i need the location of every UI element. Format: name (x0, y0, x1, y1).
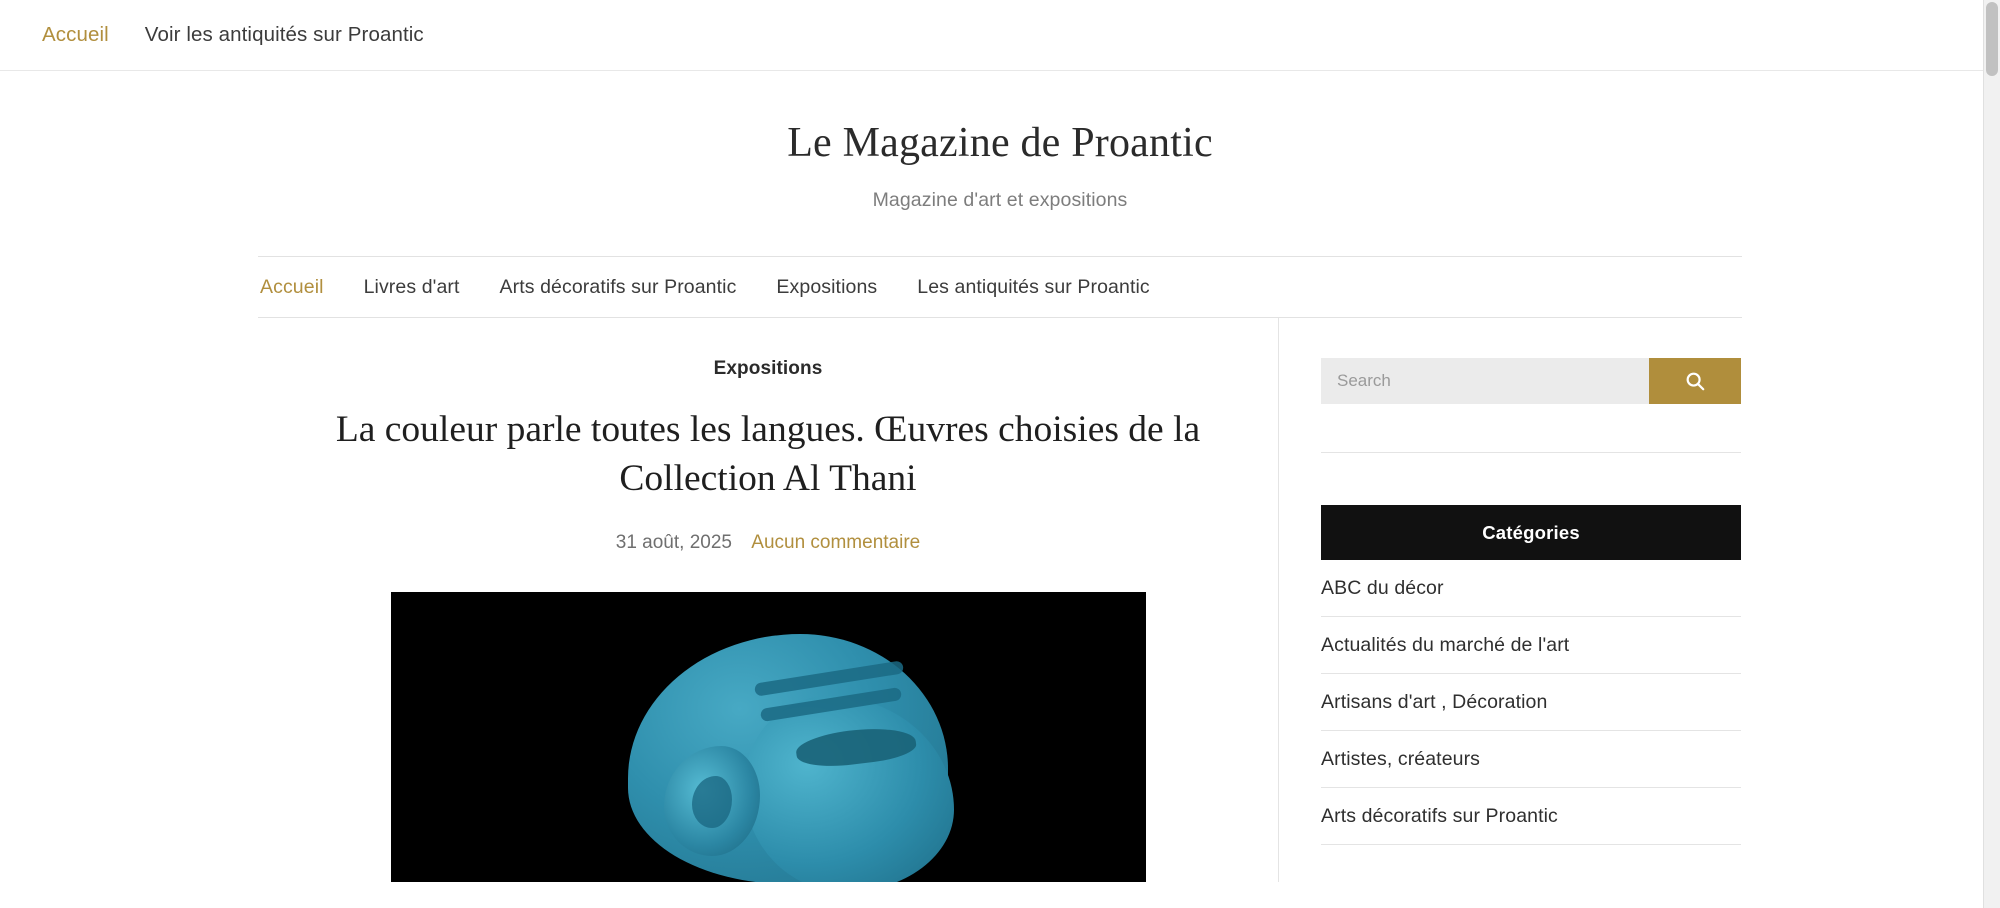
category-link-abc-du-decor[interactable]: ABC du décor (1321, 576, 1444, 599)
search-widget (1321, 358, 1741, 404)
main-navigation-list (258, 257, 1742, 317)
sidebar-divider (1321, 452, 1741, 453)
post-category[interactable]: Expositions (713, 358, 823, 379)
nav-item-arts-decoratifs[interactable]: Arts décoratifs sur Proantic (499, 275, 737, 298)
topbar-link-antiquites[interactable]: Voir les antiquités sur Proantic (144, 23, 424, 46)
search-button[interactable] (1649, 358, 1741, 404)
top-navigation-bar (0, 0, 2000, 71)
nav-item-livres-dart[interactable]: Livres d'art (363, 275, 460, 298)
content-area (258, 318, 1742, 882)
list-item[interactable] (1321, 731, 1741, 788)
site-header (0, 71, 2000, 212)
list-item[interactable] (1321, 788, 1741, 845)
nav-item-expositions[interactable]: Expositions (776, 275, 878, 298)
page-scrollbar[interactable] (1983, 0, 2000, 908)
category-link-artisans-dart[interactable]: Artisans d'art , Décoration (1321, 690, 1548, 713)
categories-widget-title: Catégories (1321, 505, 1741, 560)
site-title: Le Magazine de Proantic (787, 120, 1213, 166)
nav-item-accueil[interactable]: Accueil (260, 275, 324, 298)
sculpted-head-illustration (568, 634, 968, 882)
category-link-actualites-marche[interactable]: Actualités du marché de l'art (1321, 633, 1570, 656)
sidebar (1279, 318, 1742, 882)
search-icon (1684, 370, 1706, 392)
search-input[interactable] (1321, 358, 1649, 404)
post-date: 31 août, 2025 (615, 531, 732, 553)
post-comments-link[interactable]: Aucun commentaire (751, 531, 921, 553)
main-navigation (258, 256, 1742, 318)
post-title[interactable]: La couleur parle toutes les langues. Œuvres choisies de la Collection Al Thani (335, 409, 1201, 499)
scrollbar-thumb[interactable] (1986, 2, 1998, 76)
post-meta (320, 532, 1216, 554)
topbar-link-accueil[interactable]: Accueil (42, 23, 109, 46)
site-tagline: Magazine d'art et expositions (872, 189, 1128, 211)
nav-item-antiquites[interactable]: Les antiquités sur Proantic (917, 275, 1150, 298)
main-column (258, 318, 1279, 882)
categories-list (1321, 560, 1741, 845)
list-item[interactable] (1321, 617, 1741, 674)
list-item[interactable] (1321, 674, 1741, 731)
category-link-arts-decoratifs[interactable]: Arts décoratifs sur Proantic (1321, 804, 1558, 827)
category-link-artistes-createurs[interactable]: Artistes, créateurs (1321, 747, 1481, 770)
list-item[interactable] (1321, 560, 1741, 617)
post-featured-image[interactable] (391, 592, 1146, 882)
